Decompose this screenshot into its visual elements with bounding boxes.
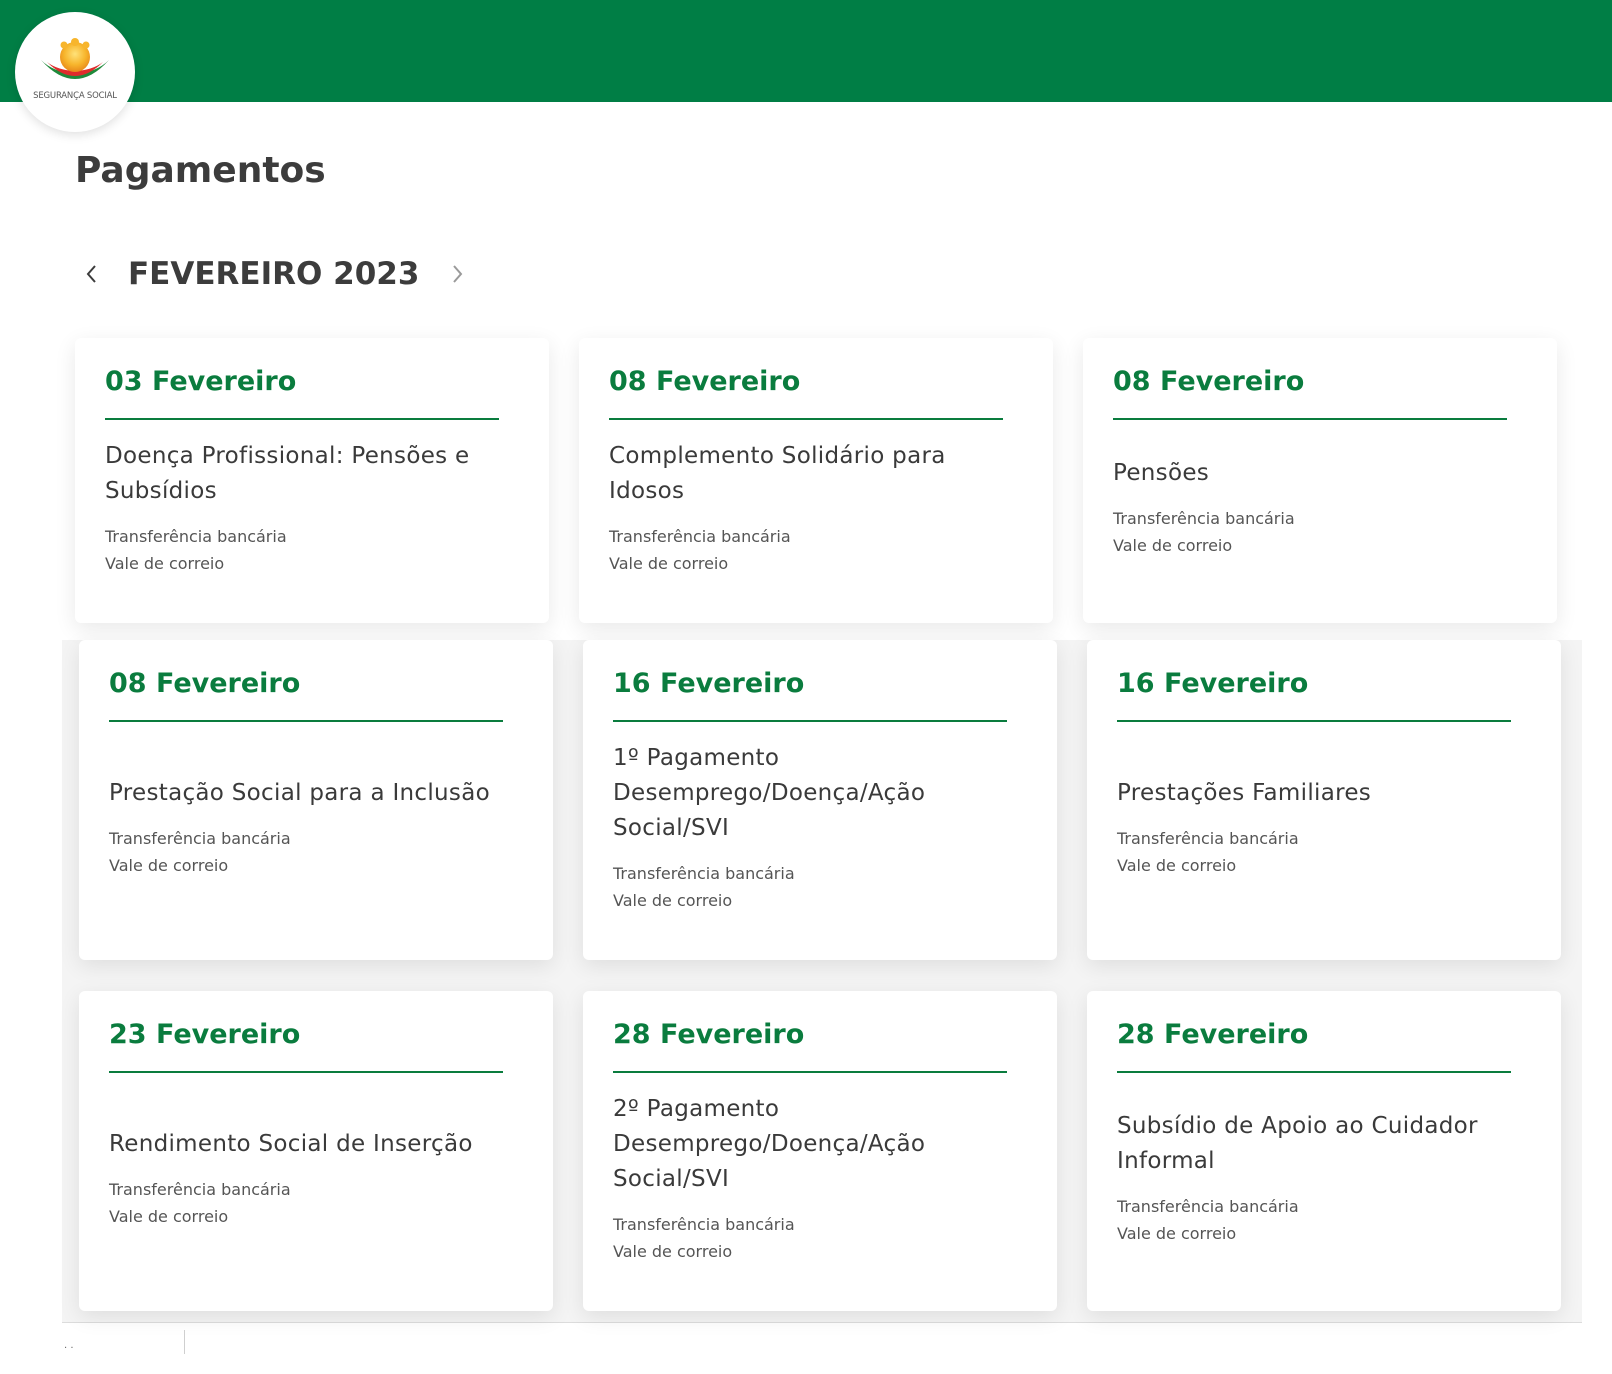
card-date: 08 Fevereiro <box>109 668 301 699</box>
payment-method: Vale de correio <box>609 553 729 573</box>
card-date: 23 Fevereiro <box>109 1019 301 1050</box>
card-title: Prestação Social para a Inclusão <box>109 779 490 806</box>
current-month-label: FEVEREIRO 2023 <box>128 256 420 292</box>
payment-method: Vale de correio <box>109 1206 229 1226</box>
payment-methods <box>1117 825 1527 879</box>
card-divider <box>1113 418 1507 420</box>
seguranca-social-logo[interactable] <box>15 12 135 132</box>
month-navigation <box>80 254 469 294</box>
card-date: 28 Fevereiro <box>613 1019 805 1050</box>
payment-method: Transferência bancária <box>1117 828 1299 848</box>
card-title: Subsídio de Apoio ao Cuidador Informal <box>1117 1113 1478 1174</box>
payment-methods <box>109 1176 519 1230</box>
card-title: 1º Pagamento Desemprego/Doença/Ação Social/SVI <box>613 744 926 841</box>
chevron-right-icon <box>450 263 464 285</box>
payment-method: Transferência bancária <box>609 526 791 546</box>
logo-emblem-icon <box>37 38 113 90</box>
payment-card[interactable] <box>79 640 553 960</box>
footer-divider <box>184 1330 185 1354</box>
card-divider <box>613 1071 1007 1073</box>
payment-method: Vale de correio <box>1117 1224 1237 1243</box>
payment-methods <box>609 523 1019 577</box>
card-title: Doença Profissional: Pensões e Subsídios <box>105 442 470 504</box>
footer-dots: . . <box>64 1340 74 1351</box>
payment-method: Transferência bancária <box>109 1179 291 1199</box>
card-date: 03 Fevereiro <box>105 366 297 397</box>
page-title: Pagamentos <box>75 150 326 191</box>
payment-method: Transferência bancária <box>1117 1197 1299 1216</box>
payment-method: Vale de correio <box>613 890 733 910</box>
payment-method: Transferência bancária <box>109 828 291 848</box>
logo-text: SEGURANÇA SOCIAL <box>33 91 117 101</box>
card-divider <box>609 418 1003 420</box>
payment-card[interactable] <box>79 991 553 1311</box>
card-date: 08 Fevereiro <box>1113 366 1305 397</box>
payment-method: Transferência bancária <box>105 526 287 546</box>
payment-card[interactable] <box>1087 991 1561 1311</box>
card-divider <box>1117 720 1511 722</box>
card-title: Pensões <box>1113 460 1210 486</box>
payment-card[interactable] <box>583 991 1057 1311</box>
next-month-button[interactable] <box>445 262 469 286</box>
payment-method: Vale de correio <box>613 1241 733 1261</box>
card-date: 28 Fevereiro <box>1117 1019 1309 1050</box>
payment-card[interactable] <box>579 338 1053 623</box>
card-date: 08 Fevereiro <box>609 366 801 397</box>
payment-method: Transferência bancária <box>1113 509 1295 528</box>
previous-month-button[interactable] <box>80 262 104 286</box>
card-divider <box>1117 1071 1511 1073</box>
card-date: 16 Fevereiro <box>613 668 805 699</box>
payment-methods <box>613 1211 1023 1265</box>
card-title: Prestações Familiares <box>1117 779 1372 806</box>
payment-card[interactable] <box>1083 338 1557 623</box>
payment-method: Vale de correio <box>1113 536 1233 555</box>
card-title: 2º Pagamento Desemprego/Doença/Ação Social/SVI <box>613 1095 926 1192</box>
payment-card[interactable] <box>75 338 549 623</box>
payment-method: Transferência bancária <box>613 1214 795 1234</box>
payment-card[interactable] <box>583 640 1057 960</box>
card-divider <box>613 720 1007 722</box>
payment-methods <box>1113 505 1523 559</box>
payment-method: Vale de correio <box>105 553 225 573</box>
card-divider <box>105 418 499 420</box>
header-bar <box>0 0 1612 102</box>
payment-methods <box>1117 1193 1527 1247</box>
payment-method: Vale de correio <box>109 855 229 875</box>
card-divider <box>109 1071 503 1073</box>
payment-methods <box>105 523 515 577</box>
chevron-left-icon <box>85 263 99 285</box>
payment-card[interactable] <box>1087 640 1561 960</box>
card-title: Complemento Solidário para Idosos <box>609 442 946 504</box>
card-title: Rendimento Social de Inserção <box>109 1130 473 1157</box>
payment-methods <box>613 860 1023 914</box>
card-divider <box>109 720 503 722</box>
payment-methods <box>109 825 519 879</box>
payment-method: Vale de correio <box>1117 855 1237 875</box>
payment-method: Transferência bancária <box>613 863 795 883</box>
card-date: 16 Fevereiro <box>1117 668 1309 699</box>
